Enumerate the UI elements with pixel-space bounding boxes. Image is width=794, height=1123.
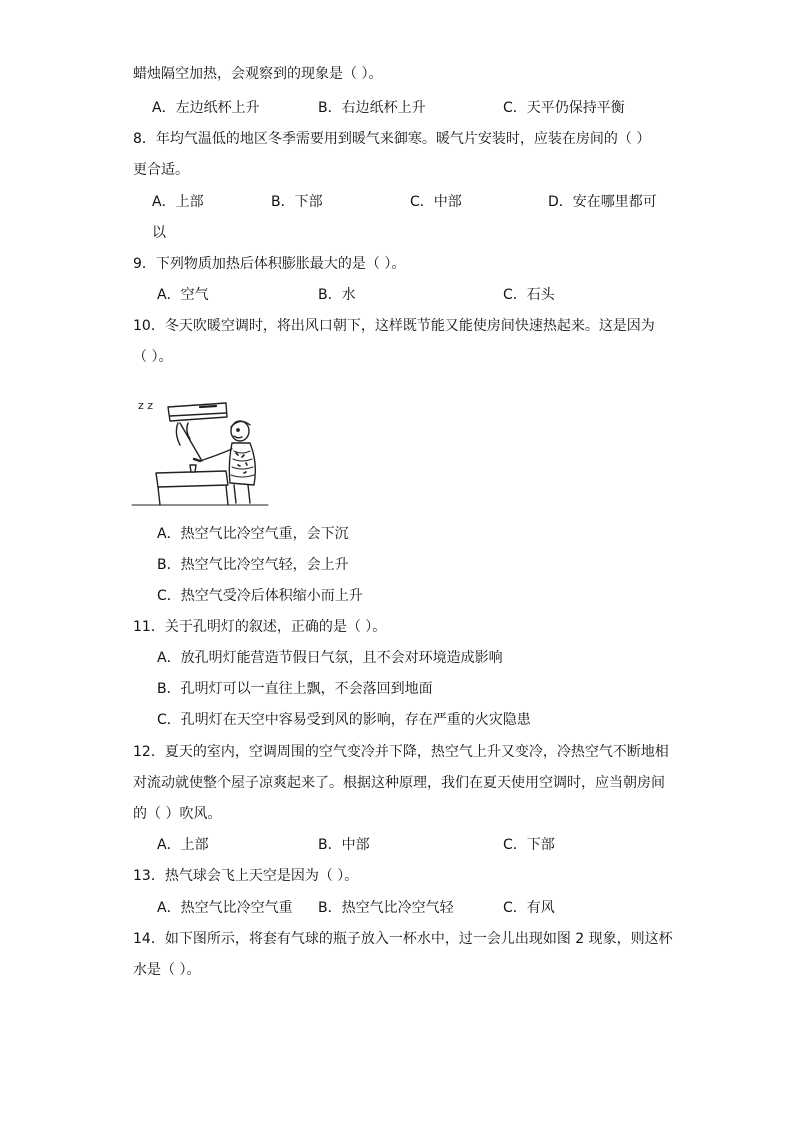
air-conditioner-man-illustration xyxy=(130,393,270,508)
q11-option-c[interactable]: C．孔明灯在天空中容易受到风的影响，存在严重的火灾隐患 xyxy=(157,712,531,728)
q14-stem-line2: 水是（ ）。 xyxy=(133,962,201,978)
q9-option-a[interactable]: A．空气 xyxy=(157,287,209,303)
q8-stem-line2: 更合适。 xyxy=(133,162,189,178)
q10-stem-line1: 10．冬天吹暖空调时，将出风口朝下，这样既节能又能使房间快速热起来。这是因为 xyxy=(133,318,655,334)
q9-stem: 9．下列物质加热后体积膨胀最大的是（ ）。 xyxy=(133,256,406,272)
illustration-zz-text: z z xyxy=(138,399,154,412)
q12-stem-line2: 对流动就使整个屋子凉爽起来了。根据这种原理，我们在夏天使用空调时，应当朝房间 xyxy=(133,775,665,791)
q13-option-b[interactable]: B．热空气比冷空气轻 xyxy=(318,900,454,916)
q11-stem: 11．关于孔明灯的叙述，正确的是（ ）。 xyxy=(133,619,387,635)
q12-option-b[interactable]: B．中部 xyxy=(318,837,370,853)
q12-stem-line3: 的（ ）吹风。 xyxy=(133,806,222,822)
q9-option-c[interactable]: C．石头 xyxy=(503,287,555,303)
q7-option-b[interactable]: B．右边纸杯上升 xyxy=(318,100,426,116)
q14-stem-line1: 14．如下图所示，将套有气球的瓶子放入一杯水中，过一会儿出现如图 2 现象，则这杯 xyxy=(133,931,673,947)
q12-stem-line1: 12．夏天的室内，空调周围的空气变冷并下降，热空气上升又变冷，冷热空气不断地相 xyxy=(133,744,669,760)
q13-option-a[interactable]: A．热空气比冷空气重 xyxy=(157,900,293,916)
q8-option-d-wrap: 以 xyxy=(152,225,166,241)
q10-option-a[interactable]: A．热空气比冷空气重，会下沉 xyxy=(157,526,349,542)
q10-option-b[interactable]: B．热空气比冷空气轻，会上升 xyxy=(157,557,349,573)
q12-option-a[interactable]: A．上部 xyxy=(157,837,209,853)
q11-option-a[interactable]: A．放孔明灯能营造节假日气氛，且不会对环境造成影响 xyxy=(157,650,503,666)
q8-option-b[interactable]: B．下部 xyxy=(271,194,323,210)
q7-option-a[interactable]: A．左边纸杯上升 xyxy=(152,100,260,116)
q8-option-d[interactable]: D．安在哪里都可 xyxy=(548,194,657,210)
q10-option-c[interactable]: C．热空气受冷后体积缩小而上升 xyxy=(157,588,363,604)
q13-option-c[interactable]: C．有风 xyxy=(503,900,555,916)
q10-stem-line2: （ ）。 xyxy=(133,349,173,365)
q7-option-c[interactable]: C．天平仍保持平衡 xyxy=(503,100,625,116)
q13-stem: 13．热气球会飞上天空是因为（ ）。 xyxy=(133,868,359,884)
q7-stem-continuation: 蜡烛隔空加热，会观察到的现象是（ ）。 xyxy=(133,66,383,82)
q12-option-c[interactable]: C．下部 xyxy=(503,837,555,853)
q8-option-a[interactable]: A．上部 xyxy=(152,194,204,210)
q8-option-c[interactable]: C．中部 xyxy=(410,194,462,210)
q11-option-b[interactable]: B．孔明灯可以一直往上飘，不会落回到地面 xyxy=(157,681,433,697)
q8-stem-line1: 8．年均气温低的地区冬季需要用到暖气来御寒。暖气片安装时，应装在房间的（ ） xyxy=(133,131,651,147)
q9-option-b[interactable]: B．水 xyxy=(318,287,356,303)
